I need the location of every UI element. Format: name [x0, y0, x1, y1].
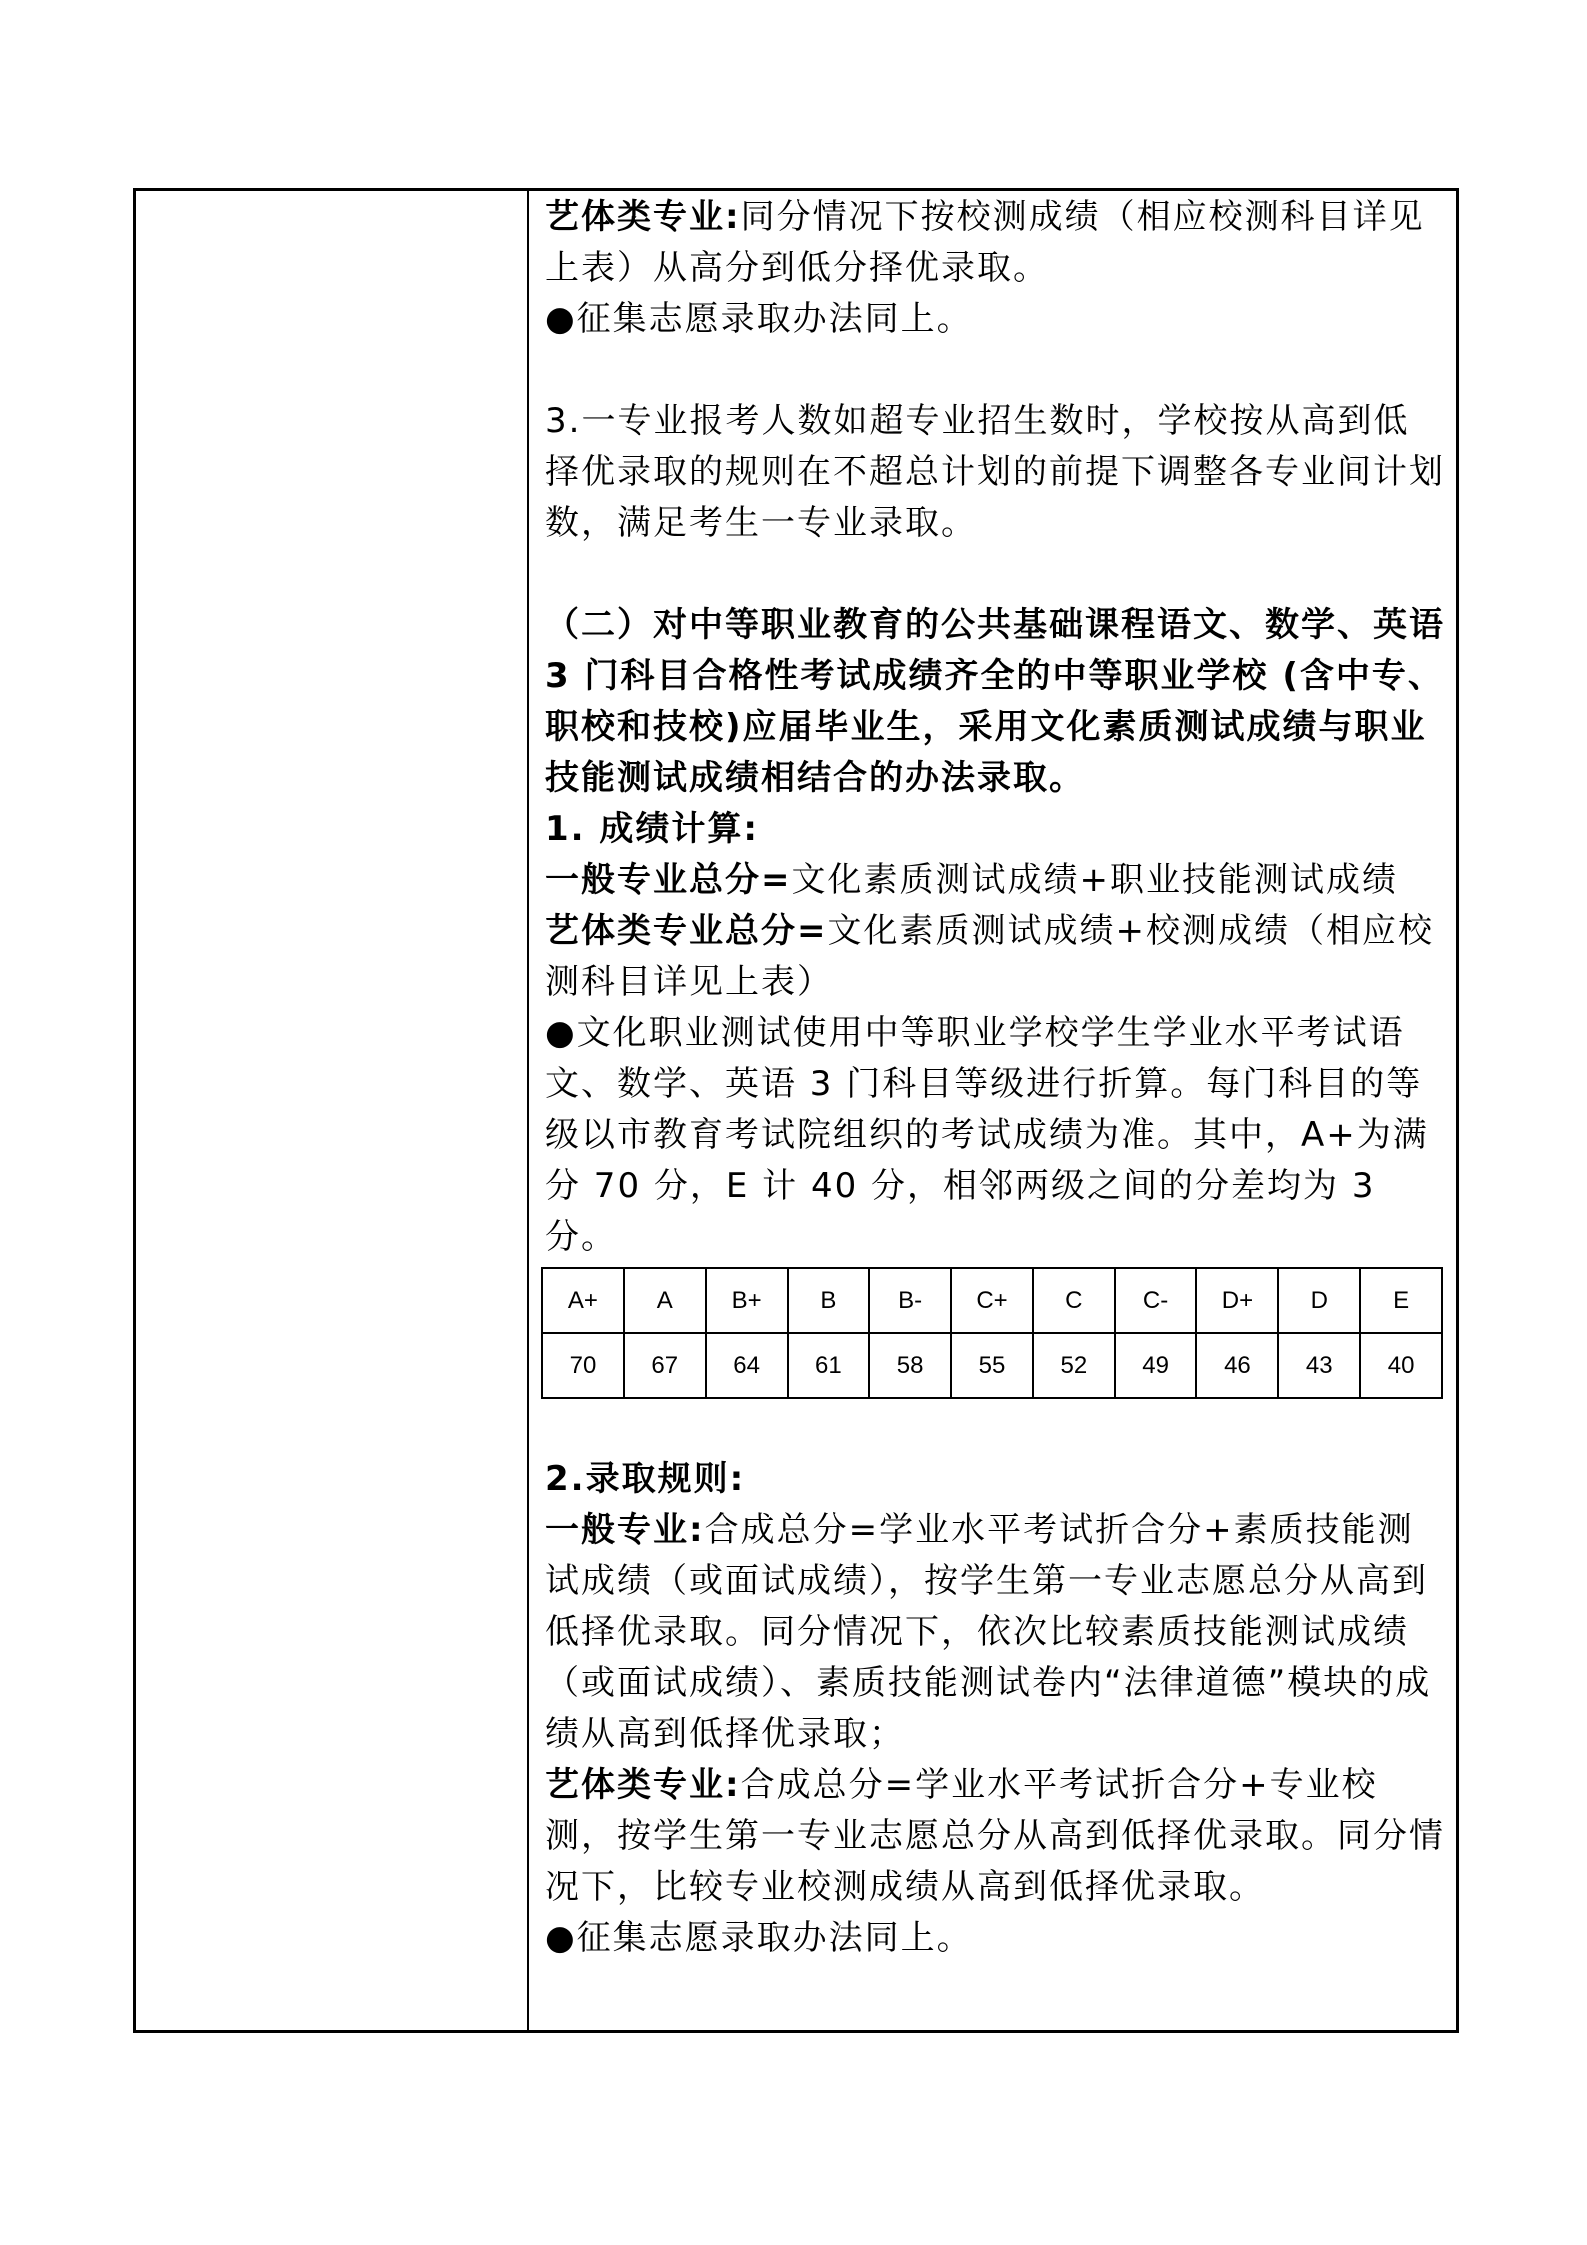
grade-cell: B- [869, 1268, 951, 1333]
colon: : [725, 197, 741, 237]
score-calc-heading [545, 804, 1445, 855]
column-divider [527, 188, 529, 2033]
grade-cell: C [1033, 1268, 1115, 1333]
score-cell: 61 [788, 1333, 870, 1398]
grade-cell: A [624, 1268, 706, 1333]
grade-cell: A+ [542, 1268, 624, 1333]
arts-rule-text: 合成总分=学业水平考试折合分+专业校测，按学生第一专业志愿总分从高到低择优录取。同分情况下，比较专业校测成绩从高到低择优录取。 [545, 1765, 1445, 1907]
colon: : [725, 1765, 741, 1805]
spacer [545, 549, 1445, 600]
cell-content [545, 192, 1445, 1964]
score-cell: 49 [1115, 1333, 1197, 1398]
score-cell: 43 [1278, 1333, 1360, 1398]
grade-score-table [541, 1267, 1443, 1399]
spacer [545, 345, 1445, 396]
general-rule [545, 1505, 1445, 1760]
grade-cell: B [788, 1268, 870, 1333]
grade-row [542, 1268, 1442, 1333]
score-cell: 58 [869, 1333, 951, 1398]
admission-rules-text: 2.录取规则: [545, 1459, 746, 1499]
arts-rule [545, 1760, 1445, 1913]
grade-cell: D+ [1196, 1268, 1278, 1333]
arts-total-text: 文化素质测试成绩+校测成绩（相应校测科目详见上表） [545, 911, 1434, 1002]
rule-3: 3.一专业报考人数如超专业招生数时，学校按从高到低择优录取的规则在不超总计划的前提下调整各专业间计划数，满足考生一专业录取。 [545, 401, 1445, 543]
arts-rule-label: 艺体类专业 [545, 1765, 725, 1805]
spacer [545, 1399, 1445, 1454]
general-total-label: 一般专业总分= [545, 860, 792, 900]
conversion-note: ●文化职业测试使用中等职业学校学生学业水平考试语文、数学、英语 3 门科目等级进行折算。每门科目的等级以市教育考试院组织的考试成绩为准。其中，A+为满分 70 分，E 计 40 分，相邻两级之间的分差均为 3 分。 [545, 1013, 1429, 1257]
score-cell: 64 [706, 1333, 788, 1398]
grade-cell: D [1278, 1268, 1360, 1333]
score-calc-text: 1. 成绩计算: [545, 809, 760, 849]
grade-cell: C- [1115, 1268, 1197, 1333]
grade-cell: E [1360, 1268, 1442, 1333]
score-cell: 55 [951, 1333, 1033, 1398]
score-cell: 67 [624, 1333, 706, 1398]
section-2-heading [545, 600, 1445, 804]
arts-total-label: 艺体类专业总分= [545, 911, 828, 951]
supplementary-note-2: ●征集志愿录取办法同上。 [545, 1918, 973, 1958]
general-total-text: 文化素质测试成绩+职业技能测试成绩 [791, 860, 1398, 900]
grade-cell: C+ [951, 1268, 1033, 1333]
grade-cell: B+ [706, 1268, 788, 1333]
score-cell: 52 [1033, 1333, 1115, 1398]
section-2-text: （二）对中等职业教育的公共基础课程语文、数学、英语 3 门科目合格性考试成绩齐全的中等职业学校 (含中专、职校和技校)应届毕业生，采用文化素质测试成绩与职业技能测试成绩相结合的办法录取。 [545, 605, 1445, 798]
arts-tie-text: 同分情况下按校测成绩（相应校测科目详见上表）从高分到低分择优录取。 [545, 197, 1425, 288]
general-total [545, 855, 1445, 906]
score-cell: 40 [1360, 1333, 1442, 1398]
colon: : [689, 1510, 705, 1550]
score-cell: 70 [542, 1333, 624, 1398]
arts-total [545, 906, 1445, 1008]
supplementary-note-1: ●征集志愿录取办法同上。 [545, 299, 973, 339]
arts-label: 艺体类专业 [545, 197, 725, 237]
score-row [542, 1333, 1442, 1398]
general-rule-text: 合成总分=学业水平考试折合分+素质技能测试成绩（或面试成绩），按学生第一专业志愿总分从高到低择优录取。同分情况下，依次比较素质技能测试成绩（或面试成绩）、素质技能测试卷内“法律道德”模块的成绩从高到低择优录取； [545, 1510, 1432, 1754]
score-cell: 46 [1196, 1333, 1278, 1398]
admission-rules-heading [545, 1454, 1445, 1505]
general-label: 一般专业 [545, 1510, 689, 1550]
arts-tie-rule [545, 192, 1445, 294]
